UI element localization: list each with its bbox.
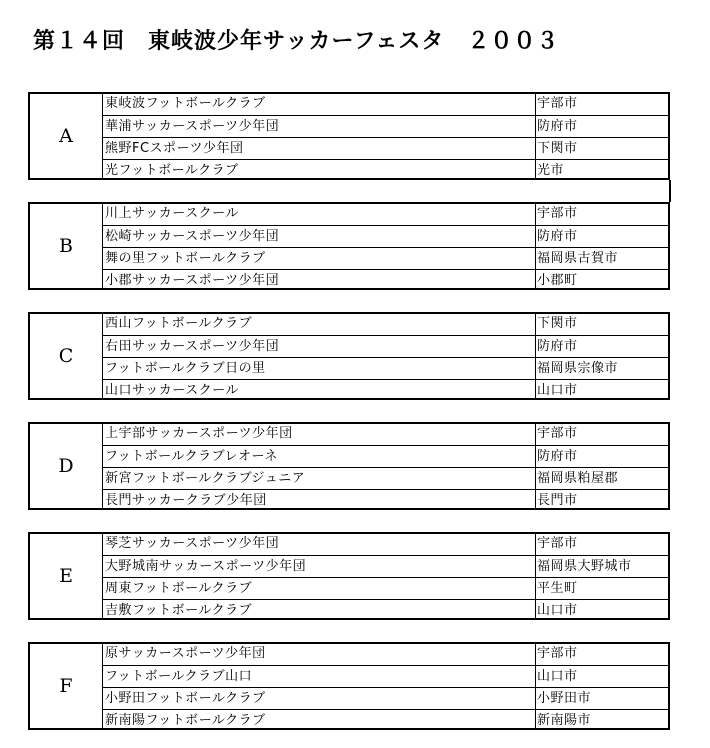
- group-f-table: [28, 642, 670, 730]
- table-row: [102, 687, 670, 709]
- club-name: 大野城南サッカースポーツ少年団: [105, 559, 307, 574]
- club-city: 下関市: [537, 141, 578, 156]
- club-name: 周東フットボールクラブ: [105, 581, 253, 596]
- table-row: [102, 665, 670, 687]
- club-name: 琴芝サッカースポーツ少年団: [105, 536, 280, 551]
- club-city: 福岡県大野城市: [537, 559, 632, 574]
- club-name: 舞の里フットボールクラブ: [105, 251, 266, 266]
- club-name: 東岐波フットボールクラブ: [105, 96, 266, 111]
- group-label: D: [58, 455, 74, 477]
- club-name: 新南陽フットボールクラブ: [105, 713, 266, 728]
- club-city: 山口市: [537, 669, 578, 684]
- club-name: 西山フットボールクラブ: [105, 316, 253, 331]
- table-row: [102, 445, 670, 467]
- group-e-table: [28, 532, 670, 620]
- club-city: 宇部市: [537, 426, 578, 441]
- table-row: [102, 225, 670, 247]
- group-b-table: [28, 202, 670, 290]
- club-city: 福岡県宗像市: [537, 361, 619, 376]
- club-city: 山口市: [537, 603, 578, 618]
- table-row: [102, 555, 670, 577]
- club-name: 光フットボールクラブ: [105, 163, 239, 178]
- table-divider: [669, 180, 671, 202]
- table-row: [102, 269, 670, 290]
- table-row: [102, 489, 670, 510]
- table-row: [102, 335, 670, 357]
- group-label: C: [58, 345, 74, 367]
- club-city: 小野田市: [537, 691, 592, 706]
- club-city: 宇部市: [537, 646, 578, 661]
- table-row: [102, 137, 670, 159]
- group-label: A: [59, 125, 73, 147]
- group-a-table: [28, 92, 670, 180]
- club-name: 上宇部サッカースポーツ少年団: [105, 426, 293, 441]
- table-row: [102, 709, 670, 730]
- club-city: 小郡町: [537, 273, 578, 288]
- table-row: [102, 533, 670, 555]
- group-d-table: [28, 422, 670, 510]
- club-city: 新南陽市: [537, 713, 592, 728]
- group-c-table: [28, 312, 670, 400]
- table-row: [102, 357, 670, 379]
- club-city: 宇部市: [537, 536, 578, 551]
- table-row: [102, 467, 670, 489]
- club-name: フットボールクラブ山口: [105, 669, 253, 684]
- table-row: [102, 423, 670, 445]
- table-row: [102, 159, 670, 180]
- table-row: [102, 115, 670, 137]
- club-name: フットボールクラブレオーネ: [105, 449, 278, 464]
- club-name: フットボールクラブ日の里: [105, 361, 266, 376]
- table-row: [102, 247, 670, 269]
- table-row: [102, 643, 670, 665]
- table-row: [102, 93, 670, 115]
- club-city: 下関市: [537, 316, 578, 331]
- club-name: 小野田フットボールクラブ: [105, 691, 266, 706]
- table-row: [102, 379, 670, 400]
- table-row: [102, 203, 670, 225]
- club-city: 光市: [537, 163, 565, 178]
- table-row: [102, 599, 670, 620]
- group-label: B: [59, 235, 73, 257]
- club-city: 平生町: [537, 581, 578, 596]
- club-name: 山口サッカースクール: [105, 383, 239, 398]
- club-city: 防府市: [537, 449, 578, 464]
- club-name: 新宮フットボールクラブジュニア: [105, 471, 306, 486]
- club-name: 川上サッカースクール: [105, 206, 239, 221]
- club-name: 長門サッカークラブ少年団: [105, 493, 267, 508]
- table-row: [102, 313, 670, 335]
- club-city: 防府市: [537, 119, 578, 134]
- group-label: F: [59, 675, 73, 697]
- page-title: 第１４回 東岐波少年サッカーフェスタ ２００３: [33, 28, 560, 54]
- club-name: 原サッカースポーツ少年団: [105, 646, 266, 661]
- club-city: 宇部市: [537, 206, 578, 221]
- club-name: 華浦サッカースポーツ少年団: [105, 119, 280, 134]
- club-city: 防府市: [537, 339, 578, 354]
- club-city: 福岡県粕屋郡: [537, 471, 619, 486]
- club-name: 松崎サッカースポーツ少年団: [105, 229, 280, 244]
- club-name: 右田サッカースポーツ少年団: [105, 339, 280, 354]
- club-city: 山口市: [537, 383, 578, 398]
- club-city: 防府市: [537, 229, 578, 244]
- club-city: 福岡県古賀市: [537, 251, 619, 266]
- group-label: E: [59, 565, 73, 587]
- club-city: 長門市: [537, 493, 578, 508]
- table-row: [102, 577, 670, 599]
- club-city: 宇部市: [537, 96, 578, 111]
- club-name: 吉敷フットボールクラブ: [105, 603, 253, 618]
- club-name: 小郡サッカースポーツ少年団: [105, 273, 280, 288]
- club-name: 熊野FCスポーツ少年団: [105, 141, 244, 156]
